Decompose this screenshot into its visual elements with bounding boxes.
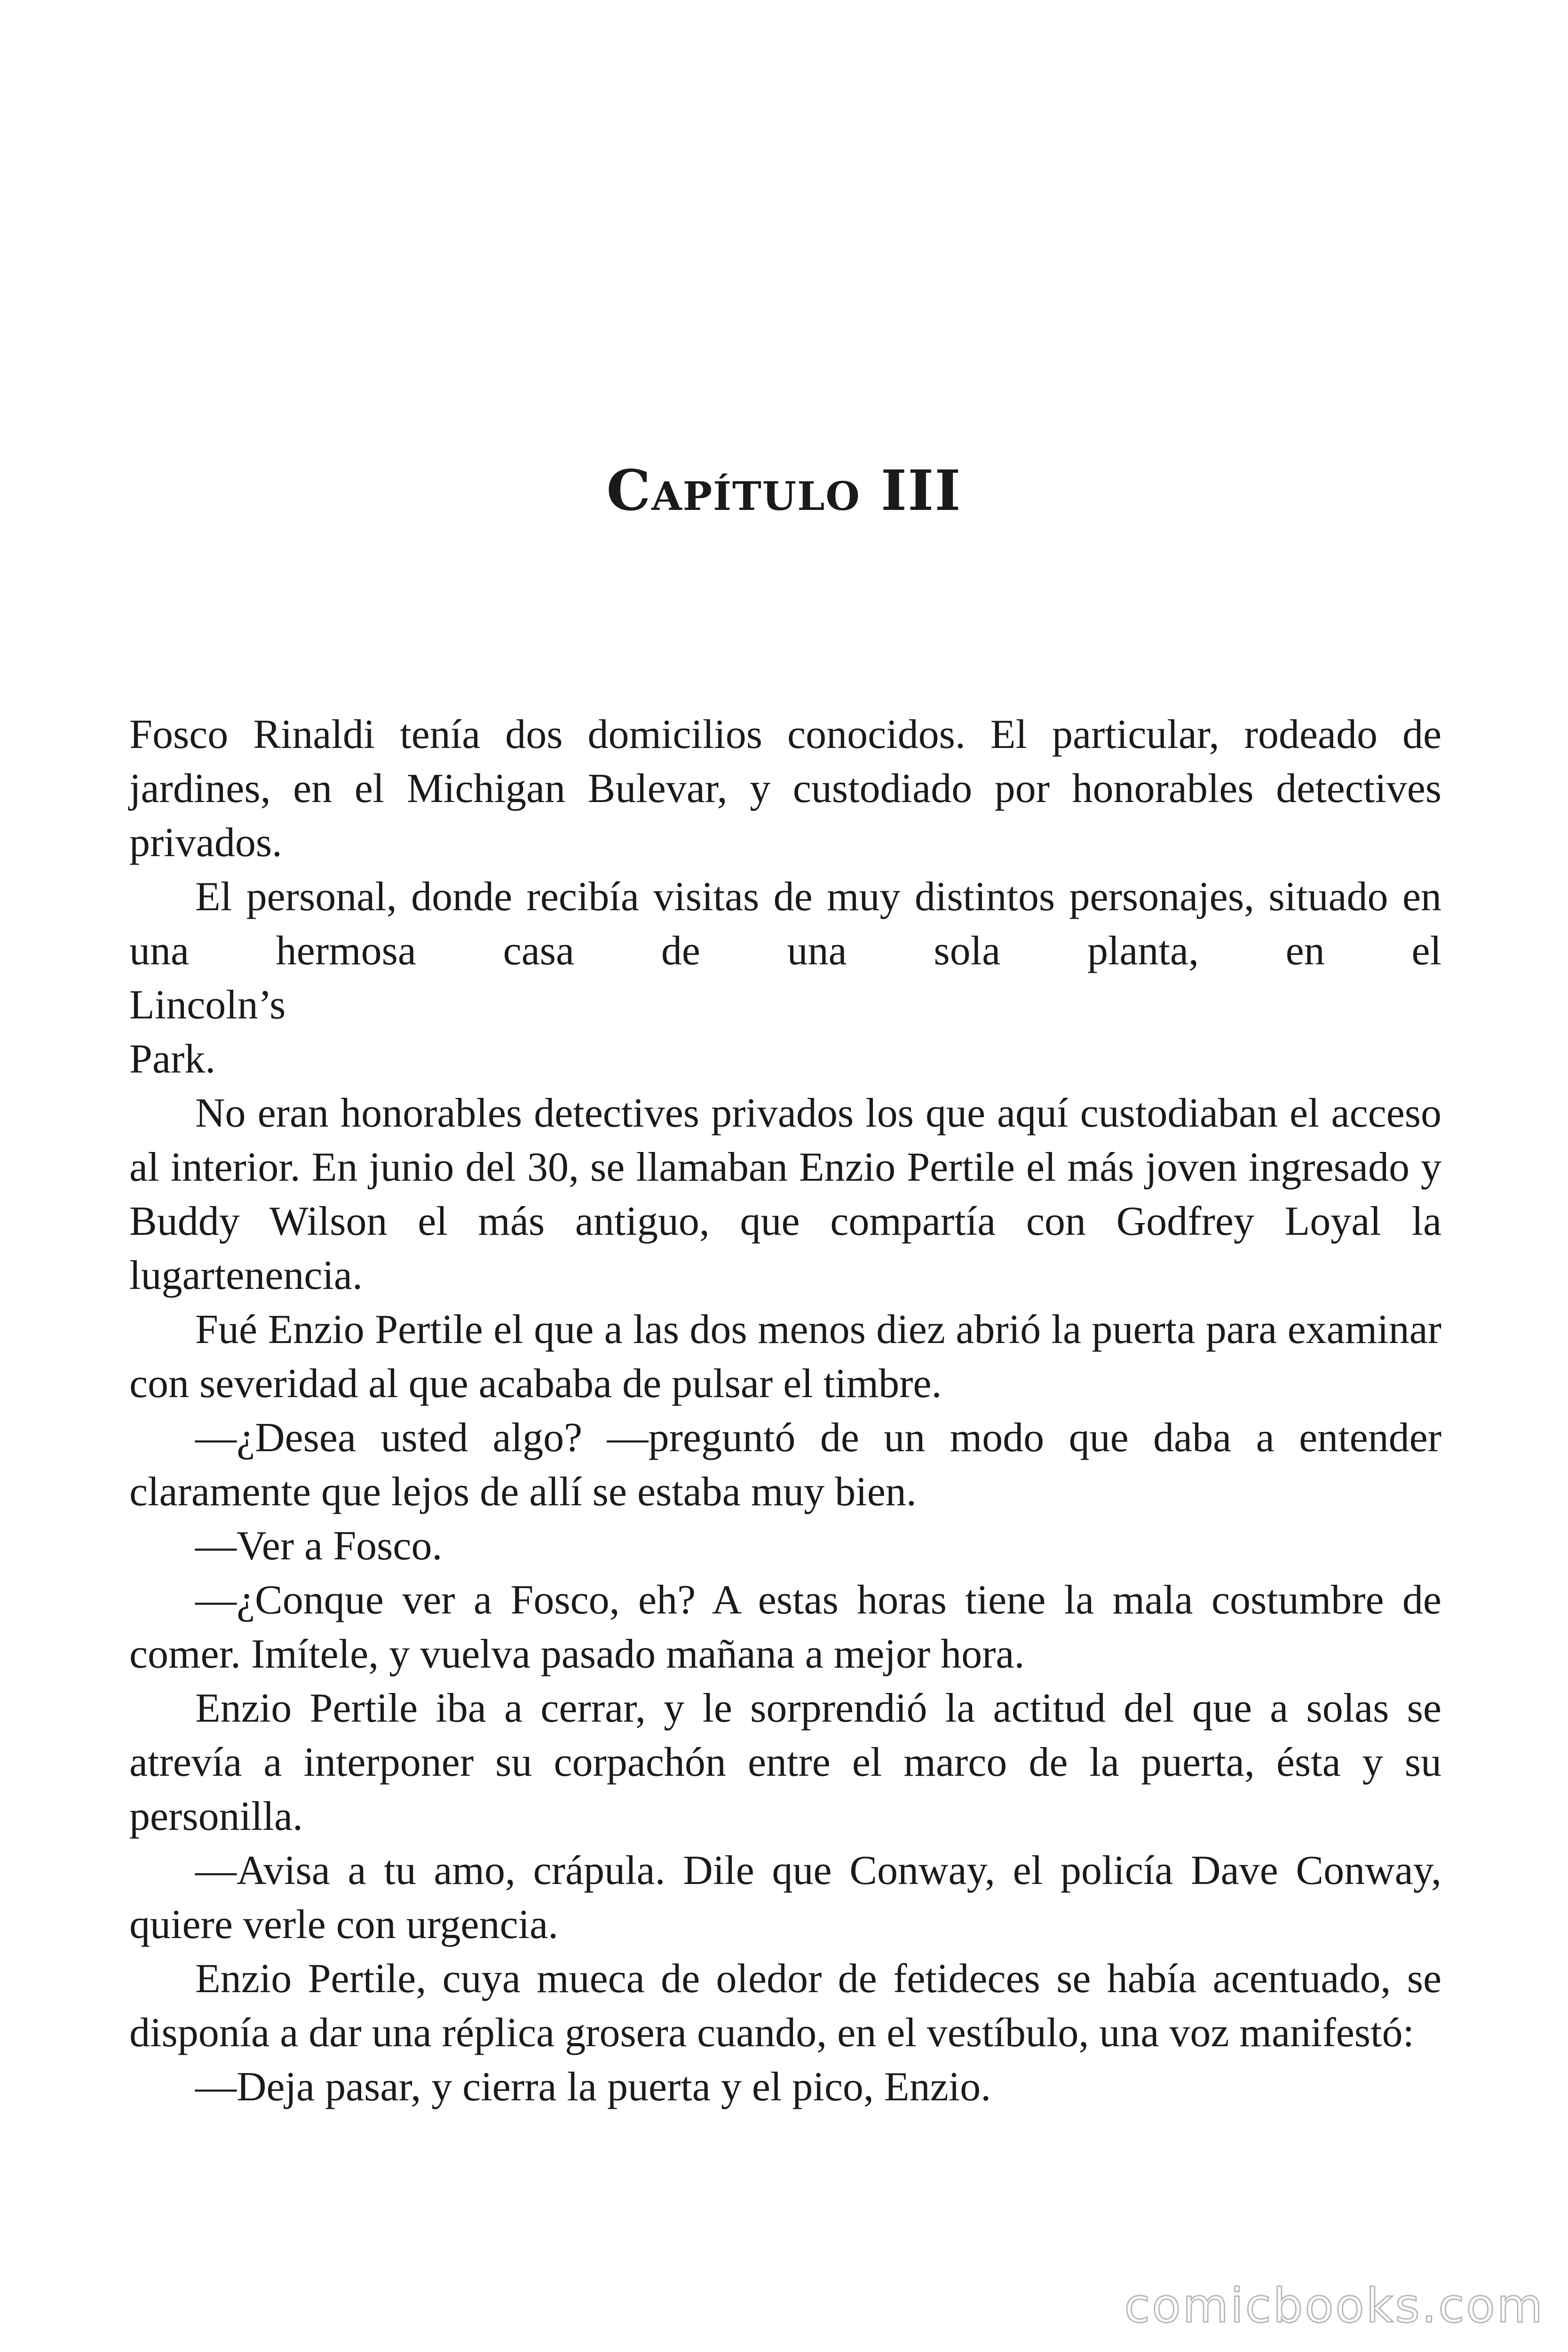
paragraph-text: —Ver a Fosco. [195,1523,443,1569]
chapter-title: Capítulo III [606,458,962,523]
paragraph-text: Fosco Rinaldi tenía dos domicilios conocidos. El particular, rodeado de jardines, en el Michigan Bulevar, y custodiado por honorables detectives privados. [129,712,1441,866]
paragraph-text: No eran honorables detectives privados los que aquí custodiaban el acceso al interior. En junio del 30, se llamaban Enzio Pertile el más joven ingresado y Buddy Wilson el más antiguo, que compartía con Godfrey Loyal la lugartenencia. [129,1090,1441,1298]
paragraph [129,1952,1441,2060]
paragraph [129,2060,1441,2114]
paragraph-text: —¿Desea usted algo? —preguntó de un modo que daba a entender claramente que lejos de allí se estaba muy bien. [129,1415,1441,1515]
paragraph-text: Lincoln’s [129,982,286,1028]
paragraph-text: Fué Enzio Pertile el que a las dos menos diez abrió la puerta para examinar con severidad al que acababa de pulsar el timbre. [129,1307,1441,1406]
paragraph-text: —¿Conque ver a Fosco, eh? A estas horas tiene la mala costumbre de comer. Imítele, y vuelva pasado mañana a mejor hora. [129,1577,1441,1677]
paragraph [129,1573,1441,1681]
watermark: comicbooks.com [1124,2278,1544,2333]
paragraph [129,1681,1441,1843]
paragraph [129,1411,1441,1519]
chapter-body [129,707,1441,2114]
paragraph-text: —Avisa a tu amo, crápula. Dile que Conway, el policía Dave Conway, quiere verle con urgencia. [129,1848,1441,1947]
paragraph [129,1519,1441,1573]
paragraph [129,1086,1441,1303]
paragraph-text: —Deja pasar, y cierra la puerta y el pico, Enzio. [195,2064,991,2110]
paragraph-text: Enzio Pertile, cuya mueca de oledor de fetideces se había acentuado, se disponía a dar una réplica grosera cuando, en el vestíbulo, una voz manifestó: [129,1956,1441,2056]
paragraph-text: Enzio Pertile iba a cerrar, y le sorprendió la actitud del que a solas se atrevía a interponer su corpachón entre el marco de la puerta, ésta y su personilla. [129,1685,1441,1839]
paragraph-text: El personal, donde recibía visitas de muy distintos personajes, situado en una hermosa casa de una sola planta, en el [129,874,1441,974]
paragraph [129,870,1441,1086]
paragraph-text: Park. [129,1036,216,1082]
paragraph [129,707,1441,870]
paragraph [129,1303,1441,1411]
paragraph [129,1843,1441,1952]
